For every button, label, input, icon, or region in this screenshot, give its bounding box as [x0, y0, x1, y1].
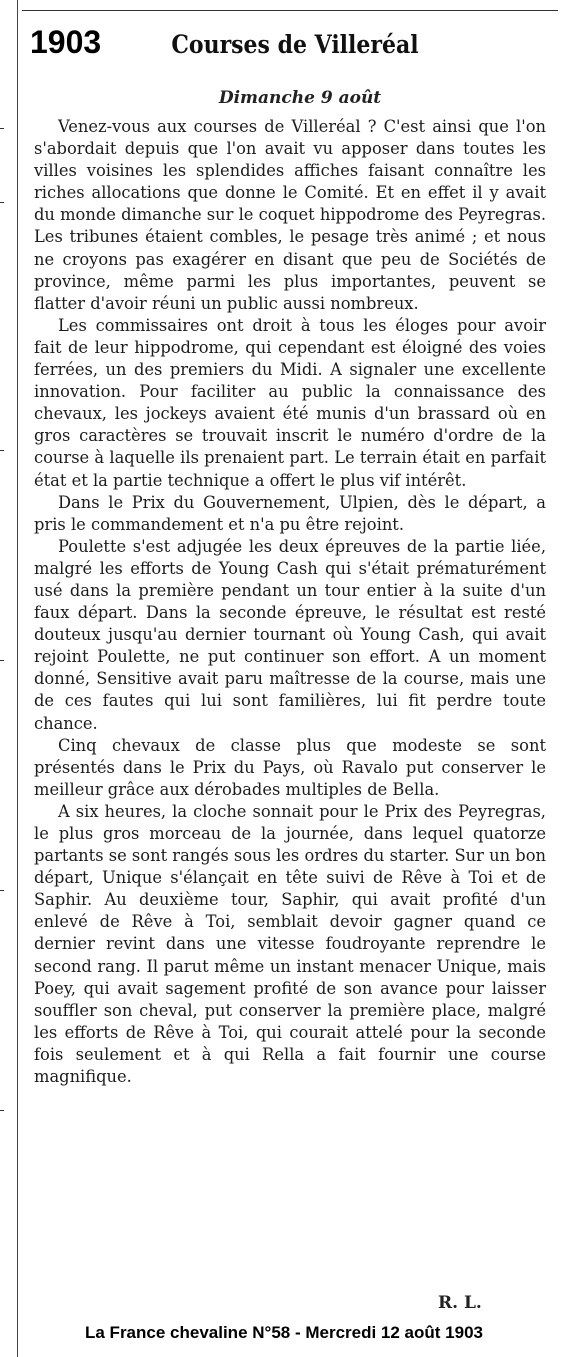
- previous-column-fragment: [60, 0, 500, 8]
- author-signature: R. L.: [438, 1293, 482, 1313]
- article-date: Dimanche 9 août: [218, 88, 382, 108]
- paragraph-6: A six heures, la cloche sonnait pour le Prix des Peyregras, le plus gros morceau de la journée, dans lequel quatorze partants se sont rangés sous les ordres du starter. Sur un bon départ, Unique s'élançait en tête suivi de Rêve à Toi et de Saphir. Au deuxième tour, Saphir, qui avait profité d'un enlevé de Rêve à Toi, semblait devoir gagner quand ce dernier revint dans une vitesse foudroyante reprendre le second rang. Il parut même un instant menacer Unique, mais Poey, qui avait sagement profité de son avance pour laisser souffler son cheval, put conserver la première place, malgré les efforts de Rêve à Toi, qui courait attelé pour la seconde fois seulement et à qui Rella a fait fournir une course magnifique.: [34, 801, 546, 1087]
- paragraph-3: Dans le Prix du Gouvernement, Ulpien, dès le départ, a pris le commandement et n'a pu être rejoint.: [34, 492, 546, 534]
- paragraph-1: Venez-vous aux courses de Villeréal ? C'est ainsi que l'on s'abordait depuis que l'on avait vu apposer dans toutes les villes voisines les splendides affiches faisant connaître les riches allocations que donne le Comité. Et en effet il y avait du monde dimanche sur le coquet hippodrome des Peyregras. Les tribunes étaient combles, le pesage très animé ; et nous ne croyons pas exagérer en disant que peu de Sociétés de province, même parmi les plus importantes, peuvent se flatter d'avoir réuni un public aussi nombreux.: [34, 117, 546, 313]
- paragraph-5: Cinq chevaux de classe plus que modeste se sont présentés dans le Prix du Pays, où Ravalo put conserver le meilleur grâce aux dérobades multiples de Bella.: [34, 735, 546, 799]
- top-rule: [22, 10, 558, 11]
- paragraph-2: Les commissaires ont droit à tous les éloges pour avoir fait de leur hippodrome, qui cependant est éloigné des voies ferrées, un des premiers du Midi. A signaler une excellente innovation. Pour faciliter au public la connaissance des chevaux, les jockeys avaient été munis d'un brassard où en gros caractères se trouvait inscrit le numéro d'ordre de la course à laquelle ils prenaient part. Le terrain était en parfait état et la partie technique a offert le plus vif intérêt.: [34, 315, 546, 490]
- article-body: [34, 116, 546, 1088]
- margin-ticks: [0, 0, 6, 1357]
- paragraph-4: Poulette s'est adjugée les deux épreuves de la partie liée, malgré les efforts de Young Cash qui s'était prématurément usé dans la première pendant un tour entier à la suite d'un faux départ. Dans la seconde épreuve, le résultat est resté douteux jusqu'au dernier tournant où Young Cash, qui avait rejoint Poulette, ne put continuer son effort. A un moment donné, Sensitive avait paru maîtresse de la course, mais une de ces fautes qui lui sont familières, lui fit perdre toute chance.: [34, 536, 546, 733]
- column-rule-left: [17, 0, 18, 1357]
- year-label: 1903: [30, 24, 102, 60]
- source-caption: La France chevaline N°58 - Mercredi 12 août 1903: [85, 1323, 483, 1342]
- article-title: Courses de Villeréal: [171, 30, 419, 59]
